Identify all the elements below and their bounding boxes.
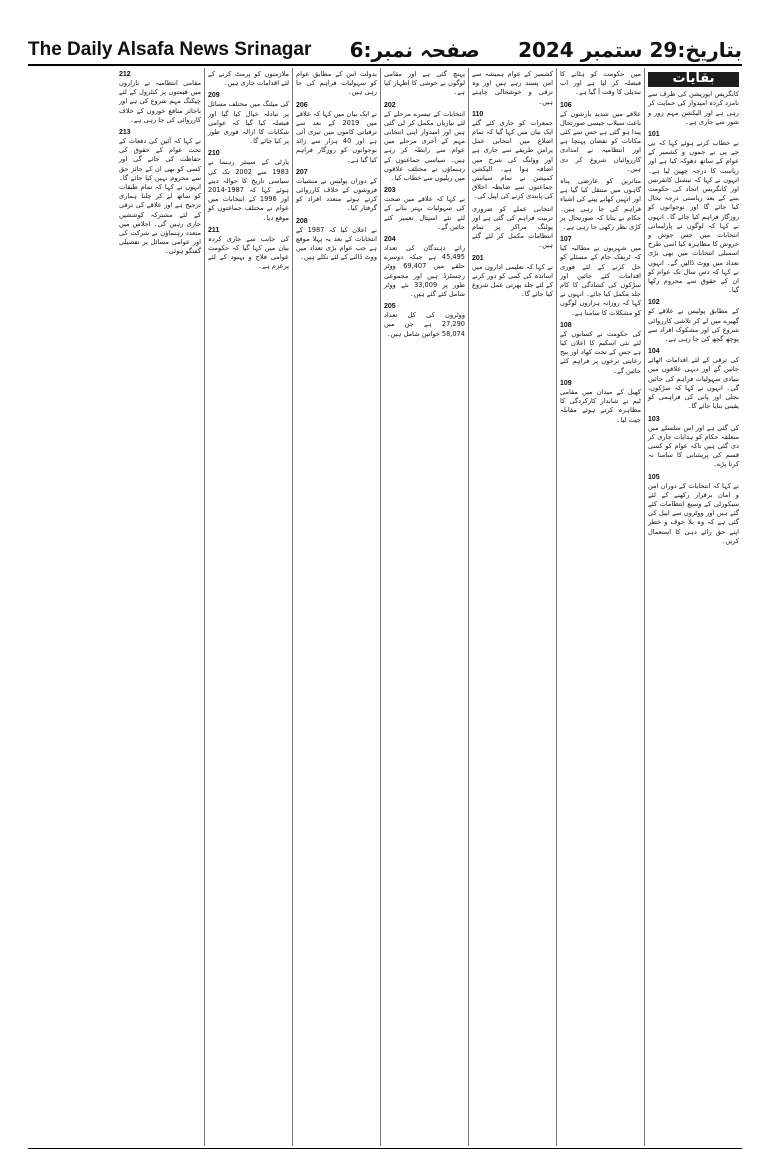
story-text: پارٹی کے سینئر رہنما نے 1983 سے 2002 تک کی سیاسی تاریخ کا حوالہ دیتے ہوئے کہا کہ 1987-2014 اور 1996 کے انتخابات میں عوام نے مختلف جماعتوں کو موقع دیا۔ — [208, 158, 289, 222]
story-number: 107 — [560, 236, 572, 244]
story-number: 206 — [296, 101, 308, 109]
continued-story — [472, 205, 553, 251]
story-number: 210 — [208, 150, 220, 158]
article-columns — [28, 68, 742, 1146]
story-text: انتخابی عملے کو ضروری تربیت فراہم کی گئی ہے اور پولنگ مراکز پر تمام انتظامات مکمل کر لئے گئے ہیں۔ — [472, 204, 553, 250]
story-number: 204 — [384, 236, 396, 244]
story-number: 209 — [208, 92, 220, 100]
story-text: علاقے میں شدید بارشوں کے باعث سیلاب جیسی صورتحال پیدا ہو گئی ہے جس سے کئی مکانات کو نقصان پہنچا ہے اور انتظامیہ نے امدادی کارروائیاں شروع کر دی ہیں۔ — [560, 109, 641, 173]
story-text: میں حکومت کو ہٹانے کا فیصلہ کر لیا ہے اور اب تبدیلی کا وقت آ گیا ہے۔ — [560, 70, 641, 97]
story-text: نے خطاب کرتے ہوئے کہا کہ بی جے پی نے جموں و کشمیر کے عوام کے ساتھ دھوکہ کیا ہے اور ریاست کا درجہ چھین لیا ہے۔ انہوں نے کہا کہ نیشنل کانفرنس اور کانگریس اتحاد کی حکومت بننے کے بعد ریاستی درجہ بحال کیا جائے گا اور نوجوانوں کو روزگار فراہم کیا جائے گا۔ انہوں نے کہا کہ لوگوں نے پارلیمانی انتخابات میں جس جوش و خروش کا مظاہرہ کیا اسی طرح اسمبلی انتخابات میں بھی بڑی تعداد میں ووٹ ڈالیں گے۔ انہوں نے کہا کہ دس سال تک عوام کو ان کے حقوق سے محروم رکھا گیا۔ — [648, 139, 739, 295]
continued-story — [384, 101, 465, 184]
continued-story — [296, 101, 377, 165]
bottom-divider — [28, 1148, 742, 1149]
story-number: 207 — [296, 168, 308, 176]
continued-story — [208, 91, 289, 146]
story-text: ملازمتوں کو پرمٹ کرنے کے لئے اقدامات جاری ہیں۔ — [208, 70, 289, 88]
section-label-baqiyat: بقایات — [648, 72, 739, 87]
continued-story — [648, 415, 739, 470]
story-text: کشمیر کے عوام ہمیشہ سے امن پسند رہے ہیں اور وہ ترقی و خوشحالی چاہتے ہیں۔ — [472, 70, 553, 106]
continued-story — [384, 235, 465, 299]
continued-story — [296, 217, 377, 263]
story-text: ووٹروں کی کل تعداد 27,290 ہے جن میں 58,074 خواتین شامل ہیں۔ — [384, 311, 465, 338]
continued-story — [560, 177, 641, 232]
story-text: میں شہریوں نے مطالبہ کیا کہ ٹریفک جام کے مسئلے کو حل کرنے کے لئے فوری اقدامات کئے جائیں اور سڑکوں کی کشادگی کا کام جلد مکمل کیا جائے۔ انہوں نے کہا کہ روزانہ ہزاروں لوگوں کو مشکلات کا سامنا ہے۔ — [560, 244, 641, 317]
story-text: رائے دہندگان کی تعداد 45,495 ہے جبکہ دوسرے حلقے میں 69,407 ووٹر رجسٹرڈ ہیں اور مجموعی طور پر 33,009 نئے ووٹر شامل کئے گئے ہیں۔ — [384, 244, 465, 299]
continued-story — [208, 70, 289, 88]
story-number: 102 — [648, 299, 660, 307]
continued-story — [560, 379, 641, 425]
story-number: 211 — [208, 226, 220, 234]
column-7 — [116, 68, 204, 1146]
continued-story — [384, 302, 465, 339]
continued-story — [648, 90, 739, 127]
story-text: کی حکومت نے کسانوں کے لئے نئی اسکیم کا اعلان کیا ہے جس کے تحت کھاد اور بیج رعایتی نرخوں پر فراہم کئے جائیں گے۔ — [560, 329, 641, 375]
continued-story — [472, 110, 553, 202]
story-text: مقامی انتظامیہ نے بازاروں میں قیمتوں پر کنٹرول کے لئے چیکنگ مہم شروع کی ہے اور ناجائز منافع خوروں کے خلاف کارروائی کی جا رہی ہے۔ — [119, 79, 201, 124]
story-text: کی ترقی کے لئے اقدامات اٹھائے جائیں گے اور دیہی علاقوں میں بنیادی سہولیات فراہم کی جائیں گی۔ انہوں نے کہا کہ سڑکوں، بجلی اور پانی کی فراہمی کو یقینی بنایا جائے گا۔ — [648, 356, 739, 411]
story-text: نے کہا کہ انتخابات کے دوران امن و امان برقرار رکھنے کے لئے سیکورٹی کے وسیع انتظامات کئے گئے ہیں اور ووٹروں سے اپیل کی گئی ہے کہ وہ بلا خوف و خطر اپنے حق رائے دہی کا استعمال کریں۔ — [648, 481, 739, 545]
continued-story — [208, 226, 289, 272]
continued-story — [296, 168, 377, 214]
story-number: 105 — [648, 473, 660, 481]
story-text: نے کہا کہ علاقے میں صحت کی سہولیات بہتر بنانے کے لئے نئے اسپتال تعمیر کئے جائیں گے۔ — [384, 195, 465, 231]
story-text: نے اعلان کیا کہ 1987 کے انتخابات کے بعد یہ پہلا موقع ہے جب عوام بڑی تعداد میں ووٹ ڈالنے کے لئے نکلے ہیں۔ — [296, 225, 377, 262]
story-text: کے مطابق پولیس نے علاقے کو گھیرے میں لے کر تلاشی کارروائی شروع کی اور مشکوک افراد سے پوچھ گچھ کی جا رہی ہے۔ — [648, 307, 739, 344]
story-number: 104 — [648, 348, 660, 356]
story-number: 201 — [472, 254, 484, 262]
story-text: متاثرین کو عارضی پناہ گاہوں میں منتقل کیا گیا ہے اور انہیں کھانے پینے کی اشیاء فراہم کی جا رہی ہیں۔ حکام نے بتایا کہ صورتحال پر کڑی نظر رکھی جا رہی ہے۔ — [560, 177, 641, 232]
story-number: 103 — [648, 415, 660, 423]
story-text: کی میٹنگ میں مختلف مسائل پر تبادلہ خیال کیا گیا اور فیصلہ کیا گیا کہ عوامی شکایات کا ازالہ فوری طور پر کیا جائے گا۔ — [208, 100, 289, 146]
column-3 — [468, 68, 556, 1146]
story-text: پہنچ گئی ہے اور مقامی لوگوں نے خوشی کا اظہار کیا ہے۔ — [384, 70, 465, 97]
continued-story — [648, 130, 739, 295]
continued-story — [384, 186, 465, 232]
column-6 — [204, 68, 292, 1146]
story-number: 202 — [384, 101, 396, 109]
continued-story — [560, 70, 641, 98]
story-number: 208 — [296, 217, 308, 225]
story-text: کھیل کے میدان میں مقامی ٹیم نے شاندار کارکردگی کا مظاہرہ کرتے ہوئے مقابلہ جیت لیا۔ — [560, 387, 641, 424]
story-text: نے کہا کہ تعلیمی اداروں میں اساتذہ کی کمی کو دور کرنے کے لئے جلد بھرتی عمل شروع کیا جائے گا۔ — [472, 262, 553, 299]
continued-story — [648, 347, 739, 411]
column-4 — [380, 68, 468, 1146]
continued-story — [560, 235, 641, 318]
masthead — [28, 34, 742, 66]
story-number: 110 — [472, 110, 484, 118]
story-text: کی گئی ہے اور اس سلسلے میں متعلقہ حکام کو ہدایات جاری کر دی گئی ہیں تاکہ عوام کو کسی قسم کی پریشانی کا سامنا نہ کرنا پڑے۔ — [648, 423, 739, 469]
story-text: کی جانب سے جاری کردہ بیان میں کہا گیا کہ حکومت عوامی فلاح و بہبود کے لئے پرعزم ہے۔ — [208, 234, 289, 271]
continued-story — [648, 298, 739, 344]
story-text: جمعرات کو جاری کئے گئے ایک بیان میں کہا گیا کہ تمام اضلاع میں انتخابی عمل پرامن طریقے سے جاری ہے اور ووٹنگ کی شرح میں اضافہ ہوا ہے۔ الیکشن کمیشن نے تمام سیاسی جماعتوں سے ضابطہ اخلاق کی پابندی کرنے کی اپیل کی۔ — [472, 118, 553, 201]
continued-story — [472, 254, 553, 300]
story-number: 205 — [384, 303, 396, 311]
story-number: 101 — [648, 131, 660, 139]
story-number: 108 — [560, 321, 572, 329]
continued-story — [119, 128, 201, 257]
newspaper-title: The Daily Alsafa News Srinagar — [28, 39, 312, 60]
continued-story — [472, 70, 553, 107]
story-number: 109 — [560, 379, 572, 387]
continued-story — [384, 70, 465, 98]
story-text: نے ایک بیان میں کہا کہ علاقے میں 2019 کے بعد سے ترقیاتی کاموں میں تیزی آئی ہے اور 40 ہزار سے زائد نوجوانوں کو روزگار فراہم کیا گیا ہے۔ — [296, 109, 378, 164]
story-text: بدولت اس کے مطابق عوام کو سہولیات فراہم کی جا رہی ہیں۔ — [296, 70, 377, 97]
story-number: 212 — [119, 71, 131, 78]
continued-story — [119, 70, 201, 125]
column-2 — [556, 68, 644, 1146]
column-5 — [292, 68, 380, 1146]
column-1 — [644, 68, 742, 1146]
story-text: نے کہا کہ آئین کی دفعات کے تحت عوام کے حقوق کی حفاظت کی جائے گی اور کسی کو بھی ان کے جائز حق سے محروم نہیں کیا جائے گا۔ انہوں نے کہا کہ تمام طبقات کو ساتھ لے کر چلنا ہماری ترجیح ہے اور علاقے کی ترقی کے لئے مشترکہ کوششیں جاری رہیں گی۔ اجلاس میں متعدد رہنماؤں نے شرکت کی اور عوامی مسائل پر تفصیلی گفتگو ہوئی۔ — [119, 137, 201, 256]
story-text: کے دوران پولیس نے منشیات فروشوں کے خلاف کارروائی کرتے ہوئے متعدد افراد کو گرفتار کیا۔ — [296, 176, 377, 213]
continued-story — [208, 149, 289, 222]
issue-date: بتاریخ:29 ستمبر 2024 — [518, 38, 742, 62]
continued-story — [560, 321, 641, 376]
continued-story — [648, 473, 739, 546]
continued-story — [560, 101, 641, 174]
story-number: 213 — [119, 129, 131, 137]
story-text: کانگریس اپوزیشن کی طرف سے نامزد کردہ امیدوار کی حمایت کر رہی ہے اور الیکشن مہم زور و شور سے جاری ہے۔ — [648, 90, 739, 126]
page-number: صفحہ نمبر:6 — [349, 38, 480, 62]
continued-story — [296, 70, 377, 98]
story-number: 203 — [384, 187, 396, 195]
story-number: 106 — [560, 101, 572, 109]
story-text: انتخابات کے تیسرے مرحلے کے لئے تیاریاں مکمل کر لی گئی ہیں اور امیدوار اپنی انتخابی مہم کے آخری مرحلے میں عوام سے رابطہ کر رہے ہیں۔ سیاسی جماعتوں کے رہنماؤں نے مختلف علاقوں میں ریلیوں سے خطاب کیا۔ — [384, 109, 465, 183]
